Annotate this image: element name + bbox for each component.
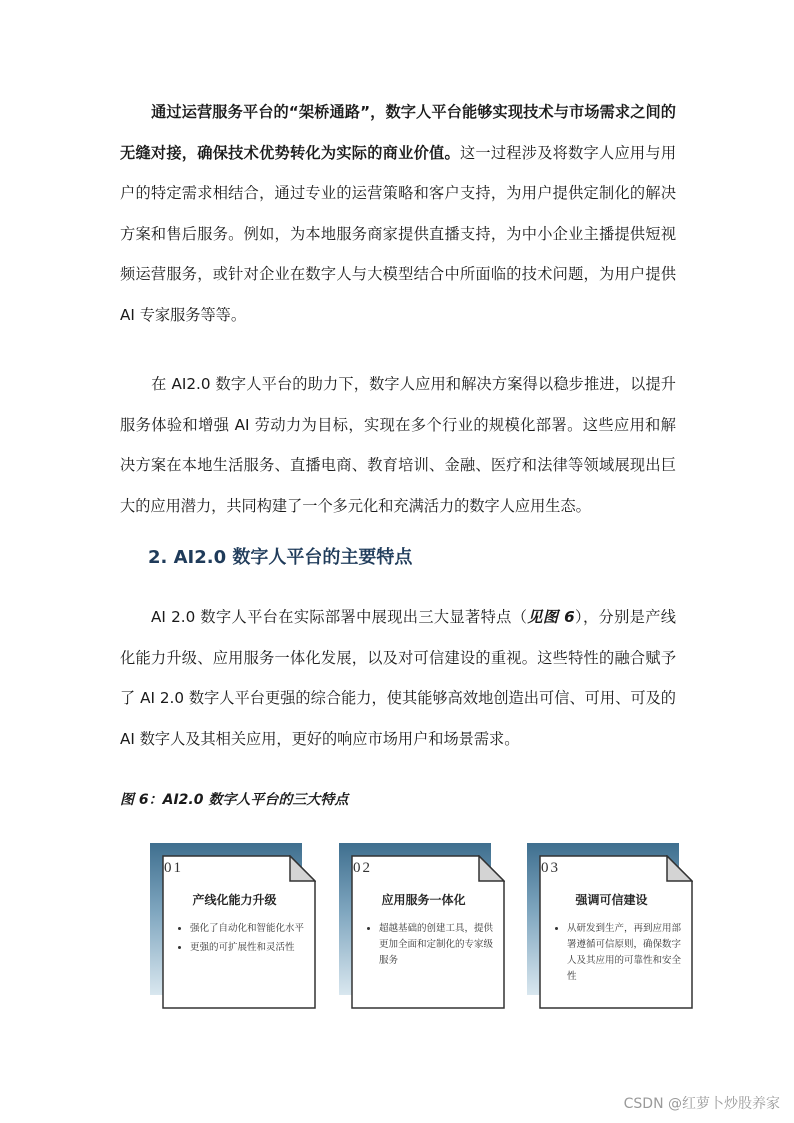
card-bullet-list <box>555 921 689 988</box>
paragraph-deployment <box>120 364 676 526</box>
card-bullet: • 从研发到生产，再到应用部署遵循可信原则，确保数字人及其应用的可靠性和安全性 <box>567 921 689 985</box>
paragraph-body-start: AI 2.0 数字人平台在实际部署中展现出三大显著特点（ <box>151 608 528 626</box>
paragraph-body: 这一过程涉及将数字人应用与用户的特定需求相结合，通过专业的运营策略和客户支持，为用户提供定制化的解决方案和售后服务。例如，为本地服务商家提供直播支持，为中小企业主播提供短视频运营服务，或针对企业在数字人与大模型结合中所面临的技术问题，为用户提供 AI 专家服务等等。 <box>120 143 677 324</box>
paragraph-features <box>120 597 676 759</box>
paragraph-body: 在 AI2.0 数字人平台的助力下，数字人应用和解决方案得以稳步推进，以提升服务体验和增强 AI 劳动力为目标，实现在多个行业的规模化部署。这些应用和解决方案在本地生活服务、直播电商、教育培训、金融、医疗和法律等领域展现出巨大的应用潜力，共同构建了一个多元化和充满活力的数字人应用生态。 <box>120 375 676 515</box>
card-bullet: • 更强的可扩展性和灵活性 <box>190 940 312 956</box>
card-bullet-list <box>367 921 501 972</box>
card-title: 产线化能力升级 <box>192 893 277 907</box>
card-number: 01 <box>164 860 183 876</box>
card-bullet: • 超越基础的创建工具，提供更加全面和定制化的专家级服务 <box>379 921 501 969</box>
card-number: 02 <box>353 860 372 876</box>
paragraph-bold-lead: 通过运营服务平台的“架桥通路”，数字人平台能够实现技术与市场需求之间的无缝对接，确保技术优势转化为实际的商业价值。 <box>120 103 676 162</box>
paragraph-body-end: ），分别是产线化能力升级、应用服务一体化发展，以及对可信建设的重视。这些特性的融合赋予了 AI 2.0 数字人平台更强的综合能力，使其能够高效地创造出可信、可用、可及的 AI 数字人及其相关应用，更好的响应市场用户和场景需求。 <box>120 608 676 748</box>
card-bullet: • 强化了自动化和智能化水平 <box>190 921 312 937</box>
section-heading: 2. AI2.0 数字人平台的主要特点 <box>148 547 413 568</box>
feature-card-2 <box>339 843 507 1009</box>
figure-reference: 见图 6 <box>527 608 575 626</box>
paragraph-operations <box>120 92 676 335</box>
card-bullet-list <box>178 921 312 959</box>
feature-card-1 <box>150 843 318 1009</box>
card-title: 强调可信建设 <box>575 893 648 907</box>
watermark: CSDN @红萝卜炒股养家 <box>623 1096 780 1112</box>
figure-caption: 图 6：AI2.0 数字人平台的三大特点 <box>120 792 349 808</box>
card-title: 应用服务一体化 <box>381 893 466 907</box>
card-number: 03 <box>541 860 560 876</box>
feature-card-3 <box>527 843 695 1009</box>
